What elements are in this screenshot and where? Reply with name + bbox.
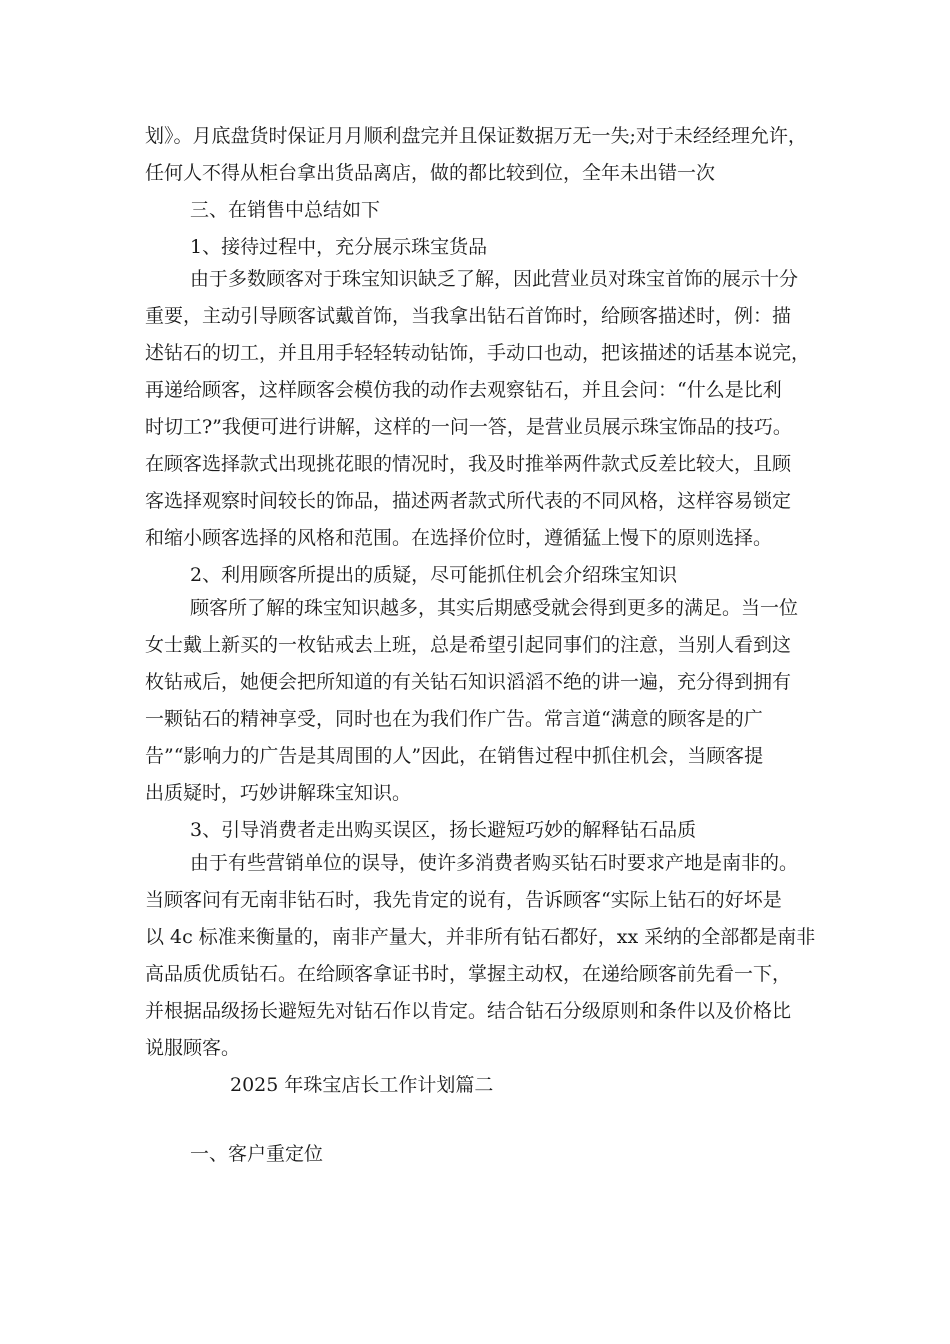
chapter-title: 2025 年珠宝店长工作计划篇二 (230, 1074, 494, 1096)
paragraph-line: 告”“影响力的广告是其周围的人”因此，在销售过程中抓住机会，当顾客提 (145, 745, 764, 767)
subsection-heading: 1、接待过程中，充分展示珠宝货品 (190, 236, 488, 258)
subsection-heading: 2、利用顾客所提出的质疑，尽可能抓住机会介绍珠宝知识 (190, 564, 678, 586)
section-heading: 一、客户重定位 (190, 1143, 324, 1165)
paragraph-line: 高品质优质钻石。在给顾客拿证书时，掌握主动权，在递给顾客前先看一下， (145, 963, 792, 985)
paragraph-line: 顾客所了解的珠宝知识越多，其实后期感受就会得到更多的满足。当一位 (190, 597, 799, 619)
paragraph-line: 枚钻戒后，她便会把所知道的有关钻石知识滔滔不绝的讲一遍，充分得到拥有 (145, 671, 792, 693)
paragraph-line: 由于有些营销单位的误导，使许多消费者购买钻石时要求产地是南非的。 (190, 852, 799, 874)
paragraph-line: 述钻石的切工，并且用手轻轻转动钻饰，手动口也动，把该描述的话基本说完， (145, 342, 811, 364)
paragraph-line: 在顾客选择款式出现挑花眼的情况时，我及时推举两件款式反差比较大，且顾 (145, 453, 792, 475)
paragraph-line: 任何人不得从柜台拿出货品离店，做的都比较到位，全年未出错一次 (145, 162, 716, 184)
paragraph-line: 以 4c 标准来衡量的，南非产量大，并非所有钻石都好，xx 采纳的全部都是南非 (145, 926, 816, 948)
paragraph-line: 说服顾客。 (145, 1037, 241, 1059)
paragraph-line: 划》。月底盘货时保证月月顺利盘完并且保证数据万无一失;对于未经经理允许， (145, 125, 807, 147)
paragraph-line: 时切工?”我便可进行讲解，这样的一问一答，是营业员展示珠宝饰品的技巧。 (145, 416, 792, 438)
paragraph-line: 一颗钻石的精神享受，同时也在为我们作广告。常言道“满意的顾客是的广 (145, 708, 763, 730)
section-heading: 三、在销售中总结如下 (190, 199, 381, 221)
subsection-heading: 3、引导消费者走出购买误区，扬长避短巧妙的解释钻石品质 (190, 819, 697, 841)
paragraph-line: 由于多数顾客对于珠宝知识缺乏了解，因此营业员对珠宝首饰的展示十分 (190, 268, 799, 290)
paragraph-line: 并根据品级扬长避短先对钻石作以肯定。结合钻石分级原则和条件以及价格比 (145, 1000, 792, 1022)
paragraph-line: 出质疑时，巧妙讲解珠宝知识。 (145, 782, 412, 804)
paragraph-line: 女士戴上新买的一枚钻戒去上班，总是希望引起同事们的注意，当别人看到这 (145, 634, 792, 656)
paragraph-line: 和缩小顾客选择的风格和范围。在选择价位时，遵循猛上慢下的原则选择。 (145, 527, 773, 549)
paragraph-line: 当顾客问有无南非钻石时，我先肯定的说有，告诉顾客“实际上钻石的好坏是 (145, 889, 782, 911)
paragraph-line: 客选择观察时间较长的饰品，描述两者款式所代表的不同风格，这样容易锁定 (145, 490, 792, 512)
paragraph-line: 重要，主动引导顾客试戴首饰，当我拿出钻石首饰时，给顾客描述时，例：描 (145, 305, 792, 327)
paragraph-line: 再递给顾客，这样顾客会模仿我的动作去观察钻石，并且会问：“什么是比利 (145, 379, 782, 401)
